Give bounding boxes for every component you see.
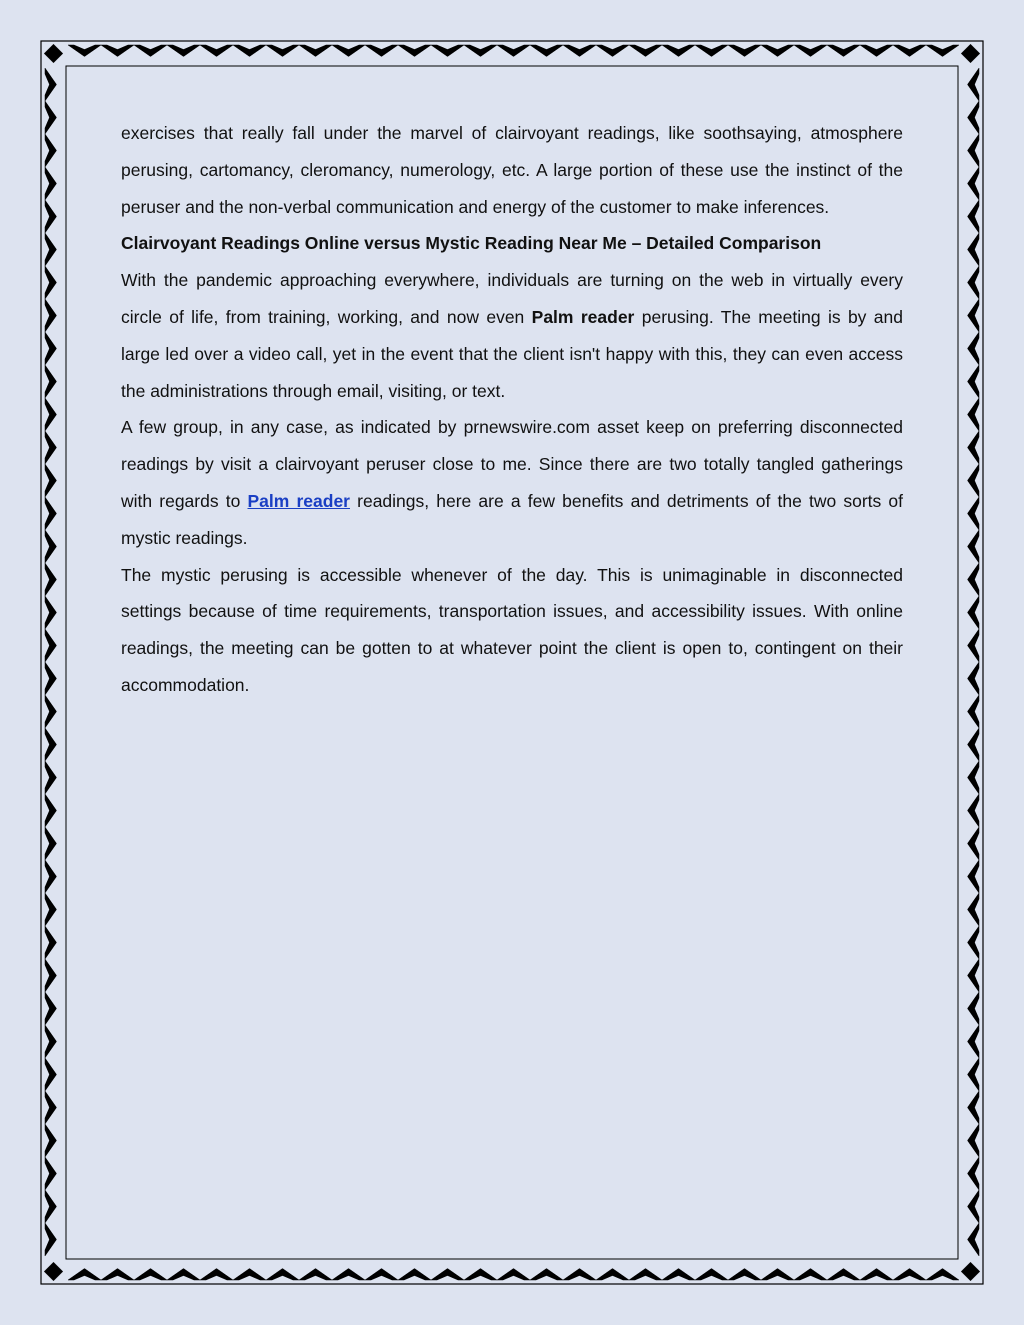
paragraph-group-start: A few group, in any case, as indicated by prnewswire.com asset keep on preferring disconnected readings by visit a clairvoyant peruser close to me. Since there are two totally tangled gatherings with regards to [121, 417, 903, 511]
paragraph-pandemic-start: With the pandemic approaching everywhere, individuals are turning on the web in virtually every circle of life, from training, working, and now even [121, 270, 903, 327]
keyword-palm-reader: Palm reader [531, 306, 635, 327]
section-heading: Clairvoyant Readings Online versus Mystic Reading Near Me – Detailed Comparison [121, 233, 822, 254]
paragraph-availability: The mystic perusing is accessible whenever of the day. This is unimaginable in disconnected settings because of time requirements, transportation issues, and accessibility issues. With online readings, the meeting can be gotten to at whatever point the client is open to, contingent on their accommodation. [121, 564, 903, 695]
paragraph-pandemic-end: perusing. The meeting is by and large led over a video call, yet in the event that the client isn't happy with this, they can even access the administrations through email, visiting, or text. [121, 306, 903, 401]
document-body [121, 115, 903, 704]
paragraph-pandemic [121, 262, 903, 409]
paragraph-group [121, 409, 903, 556]
palm-reader-link[interactable]: Palm reader [247, 490, 350, 511]
paragraph-group-end: readings, here are a few benefits and detriments of the two sorts of mystic readings. [121, 490, 904, 548]
paragraph-intro: exercises that really fall under the marvel of clairvoyant readings, like soothsaying, atmosphere perusing, cartomancy, cleromancy, numerology, etc. A large portion of these use the instinct of the peruser and the non-verbal communication and energy of the customer to make inferences. [121, 123, 903, 217]
